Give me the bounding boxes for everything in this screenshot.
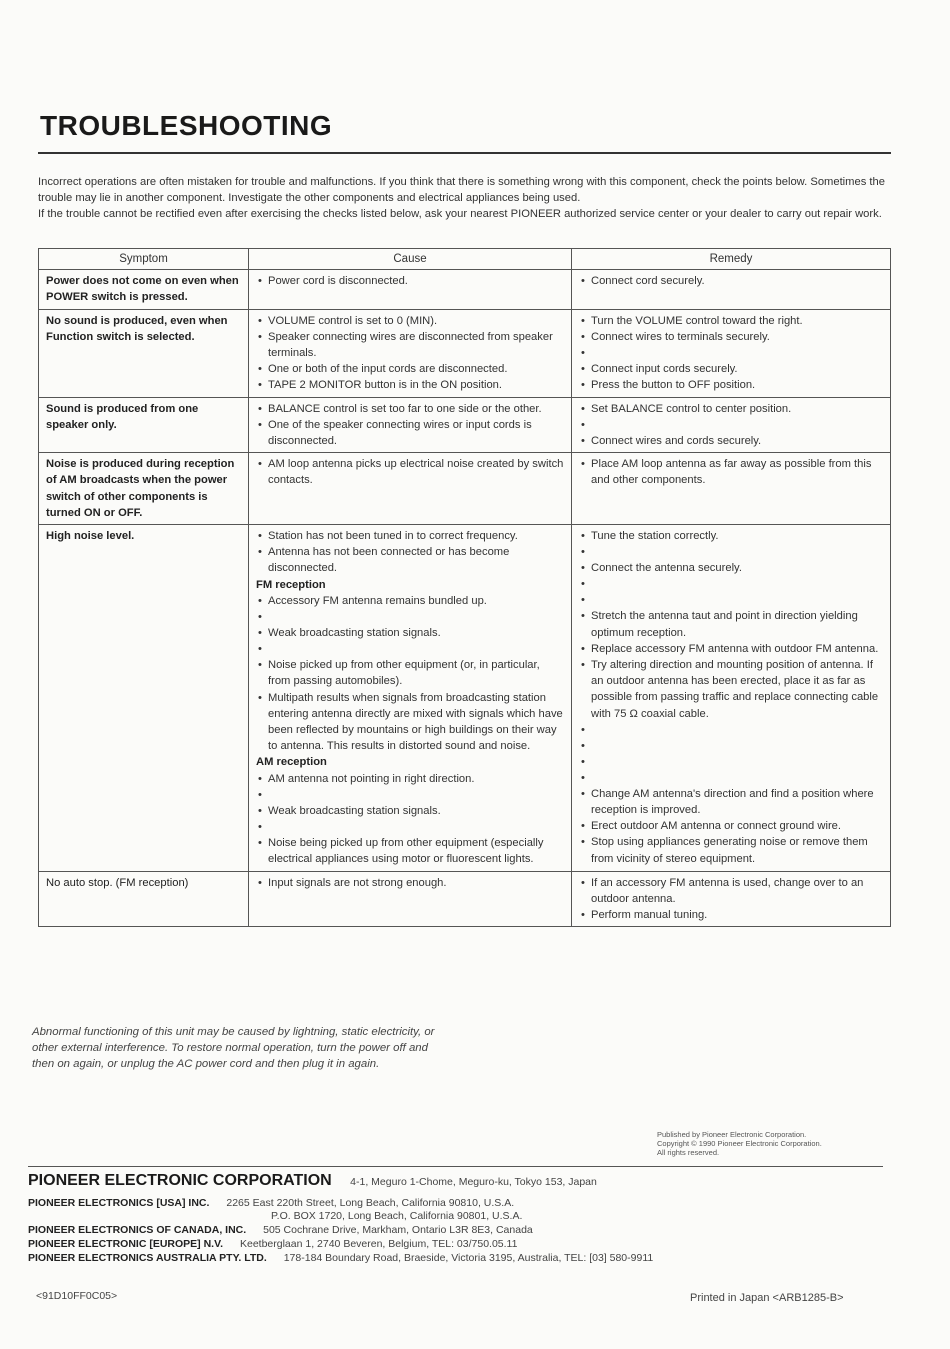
spacer xyxy=(256,641,565,657)
remedy-item: • Stretch the antenna taut and point in direction yielding optimum reception. xyxy=(579,608,884,640)
company-name: PIONEER ELECTRONIC CORPORATION xyxy=(28,1172,332,1189)
document-code: <91D10FF0C05> xyxy=(36,1290,118,1302)
title-rule xyxy=(38,152,891,154)
cause-item: • Weak broadcasting station signals. xyxy=(256,625,565,641)
cause-item: • Input signals are not strong enough. xyxy=(256,875,565,891)
cause-item: • BALANCE control is set too far to one side or the other. xyxy=(256,401,565,417)
europe-company xyxy=(28,1237,517,1251)
footer-rule xyxy=(28,1166,883,1167)
remedy-item: • Perform manual tuning. xyxy=(579,907,884,923)
remedy-cell xyxy=(572,397,891,453)
intro-paragraph: If the trouble cannot be rectified even after exercising the checks listed below, ask your nearest PIONEER authorized service center or your dealer to carry out repair work. xyxy=(38,208,882,220)
print-info: Printed in Japan <ARB1285-B> xyxy=(690,1292,844,1304)
remedy-item: • Erect outdoor AM antenna or connect ground wire. xyxy=(579,818,884,834)
spacer xyxy=(256,787,565,803)
spacer xyxy=(579,770,884,786)
cause-item: • Station has not been tuned in to correct frequency. xyxy=(256,528,565,544)
cause-item: • AM antenna not pointing in right direction. xyxy=(256,771,565,787)
spacer xyxy=(579,544,884,560)
table-row xyxy=(39,270,891,309)
page-title: TROUBLESHOOTING xyxy=(40,110,333,141)
remedy-item: • Tune the station correctly. xyxy=(579,528,884,544)
company-address: 4-1, Meguro 1-Chome, Meguro-ku, Tokyo 153, Japan xyxy=(350,1176,597,1188)
symptom-cell: Sound is produced from one speaker only. xyxy=(39,397,249,453)
spacer xyxy=(579,722,884,738)
symptom-cell: Noise is produced during reception of AM broadcasts when the power switch of other components is turned ON or OFF. xyxy=(39,453,249,525)
cause-item: • Accessory FM antenna remains bundled up. xyxy=(256,593,565,609)
remedy-cell xyxy=(572,871,891,927)
table-row xyxy=(39,453,891,525)
table-row xyxy=(39,525,891,871)
cause-item: • AM loop antenna picks up electrical noise created by switch contacts. xyxy=(256,456,565,488)
cause-item: • TAPE 2 MONITOR button is in the ON position. xyxy=(256,377,565,393)
troubleshooting-table xyxy=(38,248,891,927)
symptom-cell: High noise level. xyxy=(39,525,249,871)
remedy-item: • Change AM antenna's direction and find a position where reception is improved. xyxy=(579,786,884,818)
remedy-item: • Connect wires and cords securely. xyxy=(579,433,884,449)
canada-company xyxy=(28,1223,533,1237)
cause-cell xyxy=(249,871,572,927)
cause-cell xyxy=(249,453,572,525)
cause-cell xyxy=(249,309,572,397)
company-name: PIONEER ELECTRONICS [USA] INC. xyxy=(28,1197,210,1209)
remedy-item: • Connect input cords securely. xyxy=(579,361,884,377)
cause-item: • One or both of the input cords are disconnected. xyxy=(256,361,565,377)
company-address: 2265 East 220th Street, Long Beach, California 90810, U.S.A. xyxy=(226,1197,515,1209)
symptom-cell: Power does not come on even when POWER switch is pressed. xyxy=(39,270,249,309)
cause-item: • One of the speaker connecting wires or input cords is disconnected. xyxy=(256,417,565,449)
spacer xyxy=(256,819,565,835)
publisher-notice xyxy=(657,1130,887,1157)
fm-reception-heading: FM reception xyxy=(256,578,326,591)
cause-item: • Noise being picked up from other equipment (especially electrical appliances using motor or fluorescent lights. xyxy=(256,835,565,867)
company-name: PIONEER ELECTRONIC [EUROPE] N.V. xyxy=(28,1238,224,1250)
cause-item: • Antenna has not been connected or has become disconnected. xyxy=(256,544,565,576)
rights-line: All rights reserved. xyxy=(657,1148,720,1157)
remedy-item: • Connect the antenna securely. xyxy=(579,560,884,576)
usa-company xyxy=(28,1196,514,1210)
table-row xyxy=(39,397,891,453)
remedy-cell xyxy=(572,525,891,871)
cause-header: Cause xyxy=(249,249,572,270)
copyright-line: Copyright © 1990 Pioneer Electronic Corporation. xyxy=(657,1139,822,1148)
cause-item: • Noise picked up from other equipment (or, in particular, from passing automobiles). xyxy=(256,657,565,689)
remedy-cell xyxy=(572,309,891,397)
spacer xyxy=(256,609,565,625)
remedy-item: • Replace accessory FM antenna with outdoor FM antenna. xyxy=(579,641,884,657)
intro-paragraph: Incorrect operations are often mistaken for trouble and malfunctions. If you think that there is something wrong with this component, check the points below. Sometimes the trouble may lie in another component. Investigate the other components and electrical appliances being used. xyxy=(38,176,885,204)
company-name: PIONEER ELECTRONICS OF CANADA, INC. xyxy=(28,1224,247,1236)
remedy-header: Remedy xyxy=(572,249,891,270)
cause-item: • Weak broadcasting station signals. xyxy=(256,803,565,819)
australia-company xyxy=(28,1251,653,1265)
remedy-item: • Try altering direction and mounting position of antenna. If an outdoor antenna has been erected, place it as far as possible from passing traffic and replace connecting cable with 75 Ω coaxial cable. xyxy=(579,657,884,722)
company-address: 505 Cochrane Drive, Markham, Ontario L3R 8E3, Canada xyxy=(263,1224,533,1236)
spacer xyxy=(579,754,884,770)
cause-item: • VOLUME control is set to 0 (MIN). xyxy=(256,313,565,329)
company-address: Keetberglaan 1, 2740 Beveren, Belgium, TEL: 03/750.05.11 xyxy=(239,1238,518,1250)
company-address: 178-184 Boundary Road, Braeside, Victoria 3195, Australia, TEL: [03] 580-9911 xyxy=(283,1252,654,1264)
table-row xyxy=(39,309,891,397)
remedy-item: • Place AM loop antenna as far away as possible from this and other components. xyxy=(579,456,884,488)
publisher-line: Published by Pioneer Electronic Corporation. xyxy=(657,1130,807,1139)
spacer xyxy=(579,417,884,433)
spacer xyxy=(579,345,884,361)
cause-item: • Power cord is disconnected. xyxy=(256,273,565,289)
cause-cell xyxy=(249,397,572,453)
remedy-item: • Press the button to OFF position. xyxy=(579,377,884,393)
cause-item: • Multipath results when signals from broadcasting station entering antenna directly are mixed with signals which have been reflected by mountains or high buildings on their way to antenna. This results in distorted sound and noise. xyxy=(256,690,565,755)
spacer xyxy=(579,738,884,754)
remedy-item: • Stop using appliances generating noise or remove them from vicinity of stereo equipment. xyxy=(579,834,884,866)
main-company xyxy=(28,1172,597,1190)
symptom-cell: No sound is produced, even when Function switch is selected. xyxy=(39,309,249,397)
am-reception-heading: AM reception xyxy=(256,756,327,769)
remedy-cell xyxy=(572,453,891,525)
usa-company-po-box: P.O. BOX 1720, Long Beach, California 90801, U.S.A. xyxy=(271,1210,523,1222)
interference-note: Abnormal functioning of this unit may be caused by lightning, static electricity, or other external interference. To restore normal operation, turn the power off and then on again, or unplug the AC power cord and then plug it in again. xyxy=(32,1026,435,1071)
remedy-item: • Connect cord securely. xyxy=(579,273,884,289)
spacer xyxy=(579,576,884,592)
spacer xyxy=(579,592,884,608)
cause-cell xyxy=(249,270,572,309)
symptom-header: Symptom xyxy=(39,249,249,270)
remedy-cell xyxy=(572,270,891,309)
intro-text xyxy=(38,174,893,222)
table-header-row xyxy=(39,249,891,270)
remedy-item: • Connect wires to terminals securely. xyxy=(579,329,884,345)
remedy-item: • If an accessory FM antenna is used, change over to an outdoor antenna. xyxy=(579,875,884,907)
cause-item: • Speaker connecting wires are disconnected from speaker terminals. xyxy=(256,329,565,361)
cause-cell xyxy=(249,525,572,871)
symptom-cell: No auto stop. (FM reception) xyxy=(39,871,249,927)
remedy-item: • Turn the VOLUME control toward the right. xyxy=(579,313,884,329)
remedy-item: • Set BALANCE control to center position. xyxy=(579,401,884,417)
table-row xyxy=(39,871,891,927)
company-name: PIONEER ELECTRONICS AUSTRALIA PTY. LTD. xyxy=(28,1252,267,1264)
